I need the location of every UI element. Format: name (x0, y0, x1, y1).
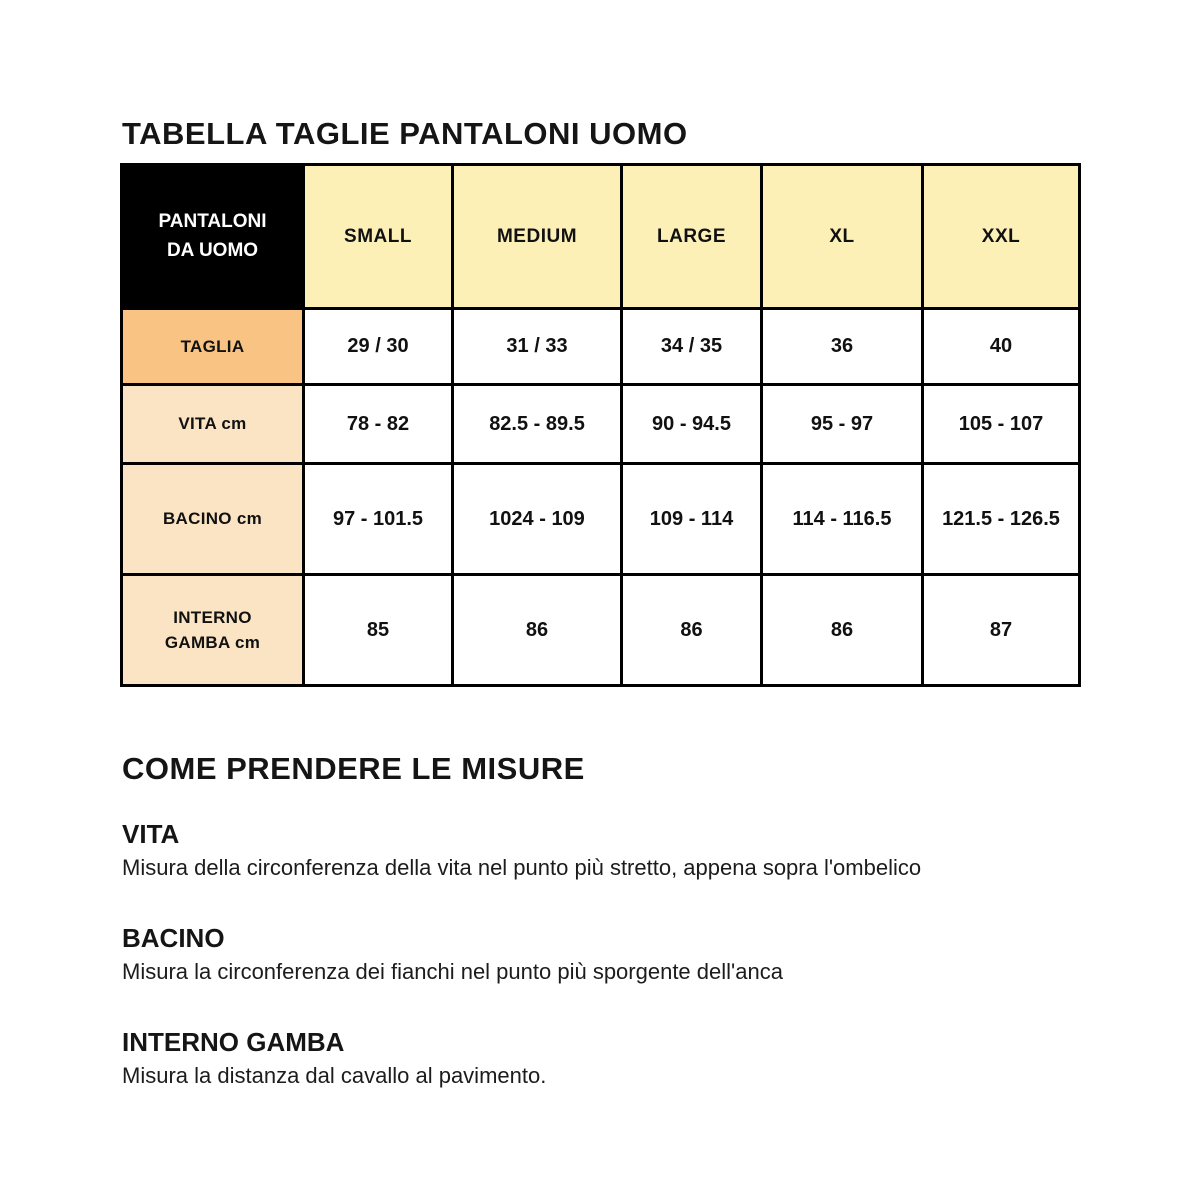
cell-bacino-xxl: 121.5 - 126.5 (923, 464, 1080, 575)
table-row-taglia (122, 309, 1080, 385)
measure-item-description: Misura la distanza dal cavallo al pavimento. (122, 1062, 547, 1088)
cell-taglia-xxl: 40 (923, 309, 1080, 385)
table-header-row (122, 165, 1080, 309)
cell-taglia-xl: 36 (762, 309, 923, 385)
size-table (120, 163, 1081, 687)
measure-item-heading: BACINO (122, 922, 225, 953)
row-label-vita: VITA cm (122, 385, 304, 464)
cell-vita-medium: 82.5 - 89.5 (453, 385, 622, 464)
column-header-xxl: XXL (923, 165, 1080, 309)
column-header-large: LARGE (622, 165, 762, 309)
cell-interno-xl: 86 (762, 575, 923, 686)
column-header-xl: XL (762, 165, 923, 309)
cell-vita-large: 90 - 94.5 (622, 385, 762, 464)
row-label-interno-gamba: INTERNO GAMBA cm (122, 575, 304, 686)
cell-bacino-xl: 114 - 116.5 (762, 464, 923, 575)
measure-item-heading: VITA (122, 818, 180, 849)
column-header-medium: MEDIUM (453, 165, 622, 309)
measure-item-heading: INTERNO GAMBA (122, 1026, 345, 1057)
cell-taglia-large: 34 / 35 (622, 309, 762, 385)
measure-item-bacino (122, 921, 1102, 987)
page-title: TABELLA TAGLIE PANTALONI UOMO (122, 115, 688, 151)
table-corner-cell: PANTALONI DA UOMO (122, 165, 304, 309)
cell-bacino-small: 97 - 101.5 (304, 464, 453, 575)
cell-vita-xxl: 105 - 107 (923, 385, 1080, 464)
measure-guide-title: COME PRENDERE LE MISURE (122, 751, 585, 786)
row-label-bacino: BACINO cm (122, 464, 304, 575)
cell-interno-xxl: 87 (923, 575, 1080, 686)
cell-vita-small: 78 - 82 (304, 385, 453, 464)
cell-taglia-medium: 31 / 33 (453, 309, 622, 385)
cell-interno-small: 85 (304, 575, 453, 686)
measure-guide-section (122, 750, 1102, 1091)
measure-item-description: Misura la circonferenza dei fianchi nel punto più sporgente dell'anca (122, 958, 783, 984)
cell-vita-xl: 95 - 97 (762, 385, 923, 464)
table-row-vita (122, 385, 1080, 464)
cell-interno-medium: 86 (453, 575, 622, 686)
column-header-small: SMALL (304, 165, 453, 309)
measure-item-description: Misura della circonferenza della vita nel punto più stretto, appena sopra l'ombelico (122, 854, 922, 880)
measure-item-vita (122, 817, 1102, 883)
row-label-taglia: TAGLIA (122, 309, 304, 385)
cell-bacino-medium: 1024 - 109 (453, 464, 622, 575)
table-row-bacino (122, 464, 1080, 575)
cell-bacino-large: 109 - 114 (622, 464, 762, 575)
table-row-interno-gamba (122, 575, 1080, 686)
cell-interno-large: 86 (622, 575, 762, 686)
cell-taglia-small: 29 / 30 (304, 309, 453, 385)
measure-item-interno-gamba (122, 1025, 1102, 1091)
